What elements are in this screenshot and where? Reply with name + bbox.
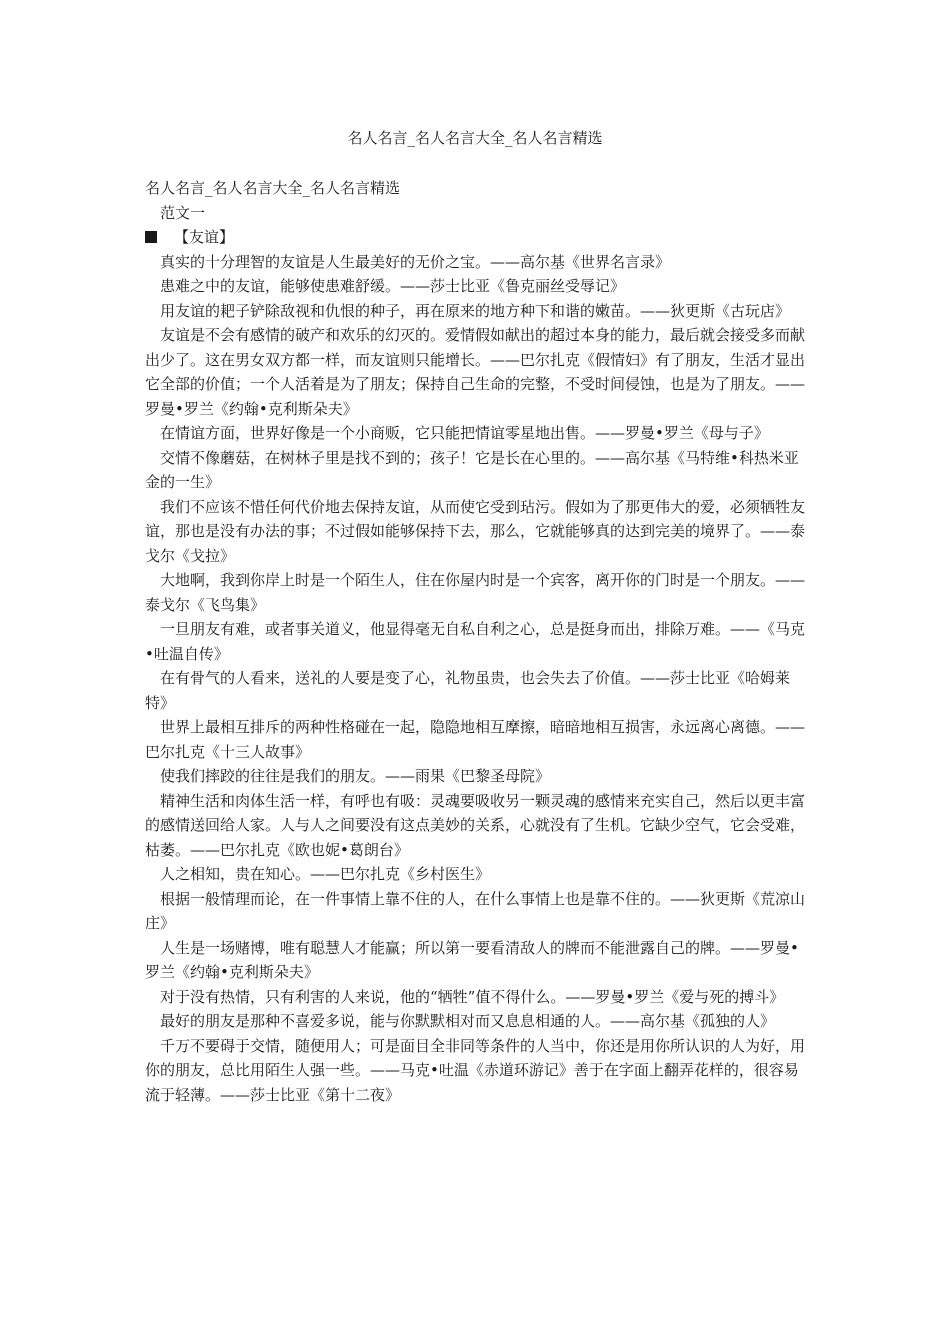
document-title: 名人名言_名人名言大全_名人名言精选 <box>347 129 603 147</box>
quote-paragraph: 在情谊方面，世界好像是一个小商贩，它只能把情谊零星地出售。——罗曼•罗兰《母与子》 <box>160 424 769 442</box>
document-body <box>145 176 805 1107</box>
quote-paragraph: 在有骨气的人看来，送礼的人要是变了心，礼物虽贵，也会失去了价值。——莎士比亚《哈姆莱特》 <box>145 669 791 712</box>
quote-paragraph: 我们不应该不惜任何代价地去保持友谊，从而使它受到玷污。假如为了那更伟大的爱，必须牺牲友谊，那也是没有办法的事；不过假如能够保持下去，那么，它就能够真的达到完美的境界了。——泰戈尔《戈拉》 <box>145 497 806 565</box>
category-heading <box>145 225 805 250</box>
quote-paragraph: 人之相知，贵在知心。——巴尔扎克《乡村医生》 <box>160 865 491 883</box>
quote-paragraph: 精神生活和肉体生活一样，有呼也有吸：灵魂要吸收另一颗灵魂的感情来充实自己，然后以更丰富的感情送回给人家。人与人之间要没有这点美妙的关系，心就没有了生机。它缺少空气，它会受难，枯萎。——巴尔扎克《欧也妮•葛朗台》 <box>145 791 806 859</box>
quote-paragraph: 大地啊，我到你岸上时是一个陌生人，住在你屋内时是一个宾客，离开你的门时是一个朋友。——泰戈尔《飞鸟集》 <box>145 571 806 614</box>
black-square-icon <box>145 231 157 243</box>
document-subtitle: 名人名言_名人名言大全_名人名言精选 <box>145 179 401 197</box>
quote-paragraph: 世界上最相互排斥的两种性格碰在一起，隐隐地相互摩擦，暗暗地相互损害，永远离心离德。——巴尔扎克《十三人故事》 <box>145 718 806 761</box>
quote-paragraph: 一旦朋友有难，或者事关道义，他显得毫无自私自利之心，总是挺身而出，排除万难。——《马克•吐温自传》 <box>145 620 806 663</box>
quote-paragraph: 人生是一场赌博，唯有聪慧人才能赢；所以第一要看清敌人的牌而不能泄露自己的牌。——罗曼•罗兰《约翰•克利斯朵夫》 <box>145 938 799 981</box>
quote-paragraph: 患难之中的友谊，能够使患难舒缓。——莎士比亚《鲁克丽丝受辱记》 <box>160 277 626 295</box>
quote-paragraph: 最好的朋友是那种不喜爱多说，能与你默默相对而又息息相通的人。——高尔基《孤独的人》 <box>160 1012 776 1030</box>
quote-paragraph: 对于没有热情，只有利害的人来说，他的“牺牲”值不得什么。——罗曼•罗兰《爱与死的搏斗》 <box>160 987 785 1006</box>
quote-paragraph: 用友谊的耙子铲除敌视和仇恨的种子，再在原来的地方种下和谐的嫩苗。——狄更斯《古玩店》 <box>160 301 791 320</box>
quote-paragraph: 根据一般情理而论，在一件事情上靠不住的人，在什么事情上也是靠不住的。——狄更斯《荒凉山庄》 <box>145 889 806 932</box>
category-label: 【友谊】 <box>174 228 235 246</box>
section-label: 范文一 <box>160 203 206 222</box>
quote-paragraph: 真实的十分理智的友谊是人生最美好的无价之宝。——高尔基《世界名言录》 <box>160 252 671 271</box>
quote-paragraph: 千万不要碍于交情，随便用人；可是面目全非同等条件的人当中，你还是用你所认识的人为好，用你的朋友，总比用陌生人强一些。——马克•吐温《赤道环游记》善于在字面上翻弄花样的，很容易流于轻薄。——莎士比亚《第十二夜》 <box>145 1036 806 1104</box>
quote-paragraph: 交情不像蘑菇，在树林子里是找不到的；孩子！它是长在心里的。——高尔基《马特维•科热米亚金的一生》 <box>145 448 799 491</box>
quote-paragraph: 使我们摔跤的往往是我们的朋友。——雨果《巴黎圣母院》 <box>160 767 551 785</box>
quote-paragraph: 友谊是不会有感情的破产和欢乐的幻灭的。爱情假如献出的超过本身的能力，最后就会接受多而献出少了。这在男女双方都一样，而友谊则只能增长。——巴尔扎克《假情妇》有了朋友，生活才显出它全部的价值；一个人活着是为了朋友；保持自己生命的完整，不受时间侵蚀，也是为了朋友。——罗曼•罗兰《约翰•克利斯朵夫》 <box>145 326 806 418</box>
